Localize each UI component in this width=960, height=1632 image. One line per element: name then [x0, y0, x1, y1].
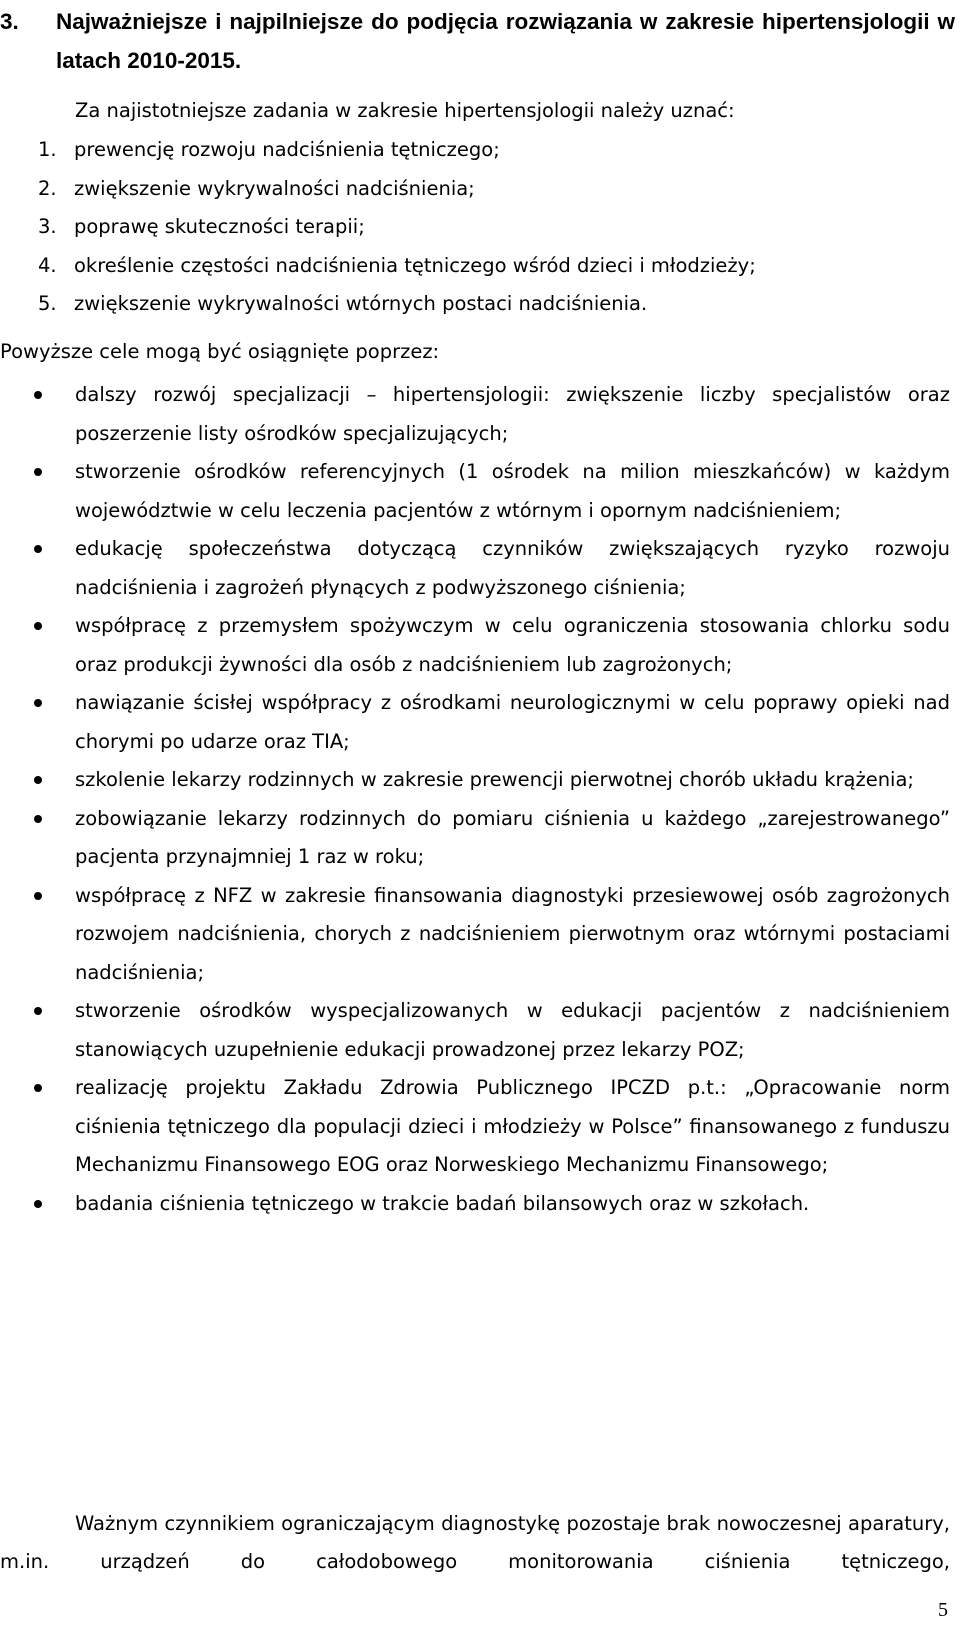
list-item-text: edukację społeczeństwa dotyczącą czynników zwiększających ryzyko rozwoju nadciśnienia i zagrożeń płynących z podwyższonego ciśnienia; — [75, 537, 950, 599]
list-item — [0, 877, 950, 993]
list-item — [0, 376, 950, 453]
bullet-icon — [34, 622, 42, 630]
task-number: 2. — [38, 176, 57, 200]
section-number: 3. — [0, 9, 19, 34]
measures-list — [0, 376, 950, 1223]
list-item — [0, 800, 950, 877]
list-item-text: współpracę z przemysłem spożywczym w celu ograniczenia stosowania chlorku sodu oraz produkcji żywności dla osób z nadciśnieniem lub zagrożonych; — [75, 614, 950, 676]
bullet-icon — [34, 815, 42, 823]
bullet-icon — [34, 1200, 42, 1208]
task-text: zwiększenie wykrywalności wtórnych postaci nadciśnienia. — [74, 292, 648, 315]
measures-lead: Powyższe cele mogą być osiągnięte poprzez: — [0, 340, 440, 363]
bullet-icon — [34, 1084, 42, 1092]
bullet-icon — [34, 391, 42, 399]
closing-paragraph: Ważnym czynnikiem ograniczającym diagnostykę pozostaje brak nowoczesnej aparatury, m.in. urządzeń do całodobowego monitorowania ciśnienia tętniczego, — [0, 1512, 950, 1573]
list-item — [0, 1069, 950, 1185]
task-text: prewencję rozwoju nadciśnienia tętniczego; — [74, 138, 500, 161]
list-item-text: współpracę z NFZ w zakresie finansowania diagnostyki przesiewowej osób zagrożonych rozwojem nadciśnienia, chorych z nadciśnieniem pierwotnym oraz wtórnymi postaciami nadciśnienia; — [75, 883, 950, 984]
bullet-icon — [34, 892, 42, 900]
section-heading — [0, 2, 955, 80]
list-item-text: badania ciśnienia tętniczego w trakcie badań bilansowych oraz w szkołach. — [75, 1191, 810, 1215]
list-item-text: stworzenie ośrodków referencyjnych (1 ośrodek na milion mieszkańców) w każdym województwie w celu leczenia pacjentów z wtórnym i opornym nadciśnieniem; — [75, 460, 950, 522]
task-text: poprawę skuteczności terapii; — [74, 215, 365, 238]
list-item — [0, 607, 950, 684]
list-item — [0, 992, 950, 1069]
bullet-icon — [34, 1007, 42, 1015]
task-number: 5. — [38, 292, 57, 315]
bullet-icon — [34, 468, 42, 476]
task-number: 1. — [38, 138, 57, 161]
list-item-text: szkolenie lekarzy rodzinnych w zakresie prewencji pierwotnej chorób układu krążenia; — [75, 768, 914, 791]
list-item — [0, 453, 950, 530]
list-item-text: dalszy rozwój specjalizacji – hipertensjologii: zwiększenie liczby specjalistów oraz poszerzenie listy ośrodków specjalizujących; — [75, 383, 950, 445]
bullet-icon — [34, 545, 42, 553]
section-title: Najważniejsze i najpilniejsze do podjęcia rozwiązania w zakresie hipertensjologii w latach 2010-2015. — [56, 9, 955, 73]
bullet-icon — [34, 699, 42, 707]
list-item — [0, 1185, 950, 1224]
list-item — [0, 684, 950, 761]
intro-paragraph: Za najistotniejsze zadania w zakresie hipertensjologii należy uznać: — [75, 99, 735, 122]
page-number: 5 — [938, 1599, 948, 1621]
task-number: 3. — [38, 215, 57, 238]
list-item-text: realizację projektu Zakładu Zdrowia Publicznego IPCZD p.t.: „Opracowanie norm ciśnienia tętniczego dla populacji dzieci i młodzieży w Polsce” finansowanego z funduszu Mechanizmu Finansowego EOG oraz Norweskiego Mechanizmu Finansowego; — [75, 1076, 950, 1176]
list-item-text: stworzenie ośrodków wyspecjalizowanych w edukacji pacjentów z nadciśnieniem stanowiących uzupełnienie edukacji prowadzonej przez lekarzy POZ; — [75, 999, 950, 1061]
list-item — [0, 530, 950, 607]
list-item-text: zobowiązanie lekarzy rodzinnych do pomiaru ciśnienia u każdego „zarejestrowanego” pacjenta przynajmniej 1 raz w roku; — [75, 806, 950, 868]
task-text: zwiększenie wykrywalności nadciśnienia; — [74, 176, 475, 200]
task-text: określenie częstości nadciśnienia tętniczego wśród dzieci i młodzieży; — [74, 253, 756, 277]
bullet-icon — [34, 776, 42, 784]
task-number: 4. — [38, 253, 57, 277]
list-item-text: nawiązanie ścisłej współpracy z ośrodkami neurologicznymi w celu poprawy opieki nad chorymi po udarze oraz TIA; — [75, 691, 950, 753]
list-item — [0, 761, 950, 800]
